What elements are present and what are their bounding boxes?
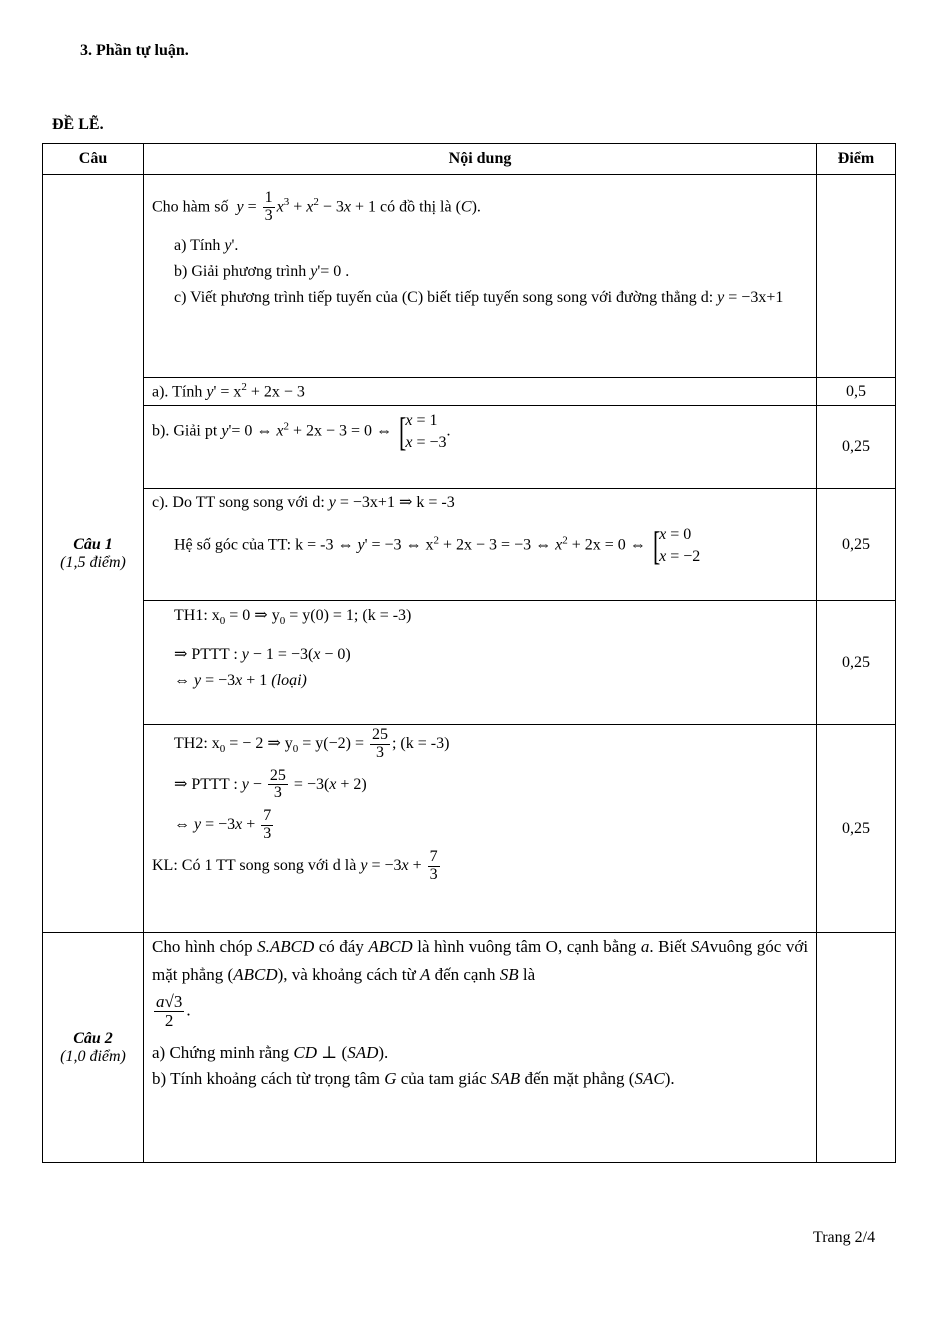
cau1-th2: TH2: $x_0$ = − 2 ⇒ $y_0 = y(-2)$ = $\frac{25}{3}$ ; (k = -3) ⇒ PTTT : y − $\frac{25}{3}$ = −3(x + 2) ⇔ y = −3x + $\frac{7}{3}$ KL: Có 1 TT song song với d là y = −3x + $\frac{7}{3}$ <box>144 725 817 933</box>
header-diem: Điểm <box>817 144 896 175</box>
cau1-th1: TH1: $x_0 = 0$ ⇒ $y_0 = y(0) = 1$; (k = -3) ⇒ PTTT : y − 1 = −3(x − 0) ⇔ y = −3x + 1 (loại) <box>144 601 817 725</box>
cau2-label-cell <box>43 933 144 1163</box>
cau1-sol-c-row <box>43 489 896 601</box>
cau1-sol-b-points: 0,25 <box>817 406 896 489</box>
cau1-label: Câu 1 <box>73 535 113 553</box>
cau1-label-cell <box>43 175 144 933</box>
cau1-part-c: c) Viết phương trình tiếp tuyến của (C) biết tiếp tuyến song song với đường thẳng d: <box>174 288 714 306</box>
cau1-intro-prefix: Cho hàm số <box>152 198 229 216</box>
header-cau: Câu <box>43 144 144 175</box>
cau1-problem-points <box>817 175 896 378</box>
cau1-sol-a: a). Tính $y' = x^2 + 2x - 3$ <box>144 378 817 406</box>
cau1-sol-a-points: 0,5 <box>817 378 896 406</box>
cau1-th1-points: 0,25 <box>817 601 896 725</box>
cau1-th2-row <box>43 725 896 933</box>
cau1-problem: Cho hàm số y = $\frac{1}{3}$ $x^3 + x^2 - 3x + 1$ có đồ thị là (C). a) Tính y'. b) Giải phương trình y'= 0 . c) Viết phương trình tiếp tuyến của (C) biết tiếp tuyến song song với đường thẳng d: y = −3x+1 <box>144 175 817 378</box>
cau1-sol-c-points: 0,25 <box>817 489 896 601</box>
cau1-sol-a-row <box>43 378 896 406</box>
cau2-problem: Cho hình chóp S.ABCD có đáy ABCD là hình vuông tâm O, cạnh bằng a. Biết SAvuông góc với mặt phẳng (ABCD), và khoảng cách từ A đến cạnh SB là $\frac{a√3}{2}$ . a) Chứng minh rằng CD ⊥ (SAD). b) Tính khoảng cách từ trọng tâm G của tam giác SAB đến mặt phẳng (SAC). <box>144 933 817 1163</box>
cau2-row <box>43 933 896 1163</box>
answer-table <box>42 143 896 1163</box>
cau1-sol-b: b). Giải pt y'= 0 ⇔ $x^2 + 2x - 3 = 0$ ⇔ [ x = 1 x = −3 . <box>144 406 817 489</box>
section-heading: 3. Phần tự luận. <box>80 42 189 59</box>
cau2-points-note: (1,0 điểm) <box>60 1047 126 1065</box>
cau2-points <box>817 933 896 1163</box>
cau1-intro-suffix: có đồ thị là <box>380 198 452 216</box>
cau1-sol-b-row <box>43 406 896 489</box>
cau1-sol-c: c). Do TT song song với d: y = −3x+1 ⇒ k = -3 Hệ số góc của TT: k = -3 ⇔ y' = −3 ⇔ $x^2 + 2x - 3 = -3$ ⇔ $x^2 + 2x = 0$ ⇔ [ x = 0 x = −2 <box>144 489 817 601</box>
cau1-problem-row <box>43 175 896 378</box>
table-header-row <box>43 144 896 175</box>
cau1-th1-row <box>43 601 896 725</box>
cau1-points-note: (1,5 điểm) <box>60 553 126 571</box>
cau1-th2-points: 0,25 <box>817 725 896 933</box>
page-footer: Trang 2/4 <box>813 1229 876 1246</box>
exam-code: ĐỀ LẼ. <box>52 116 104 133</box>
cau2-label: Câu 2 <box>73 1029 113 1047</box>
cau1-part-a: a) Tính <box>174 236 221 254</box>
cau1-part-b: b) Giải phương trình <box>174 262 307 280</box>
header-noi-dung: Nội dung <box>144 144 817 175</box>
